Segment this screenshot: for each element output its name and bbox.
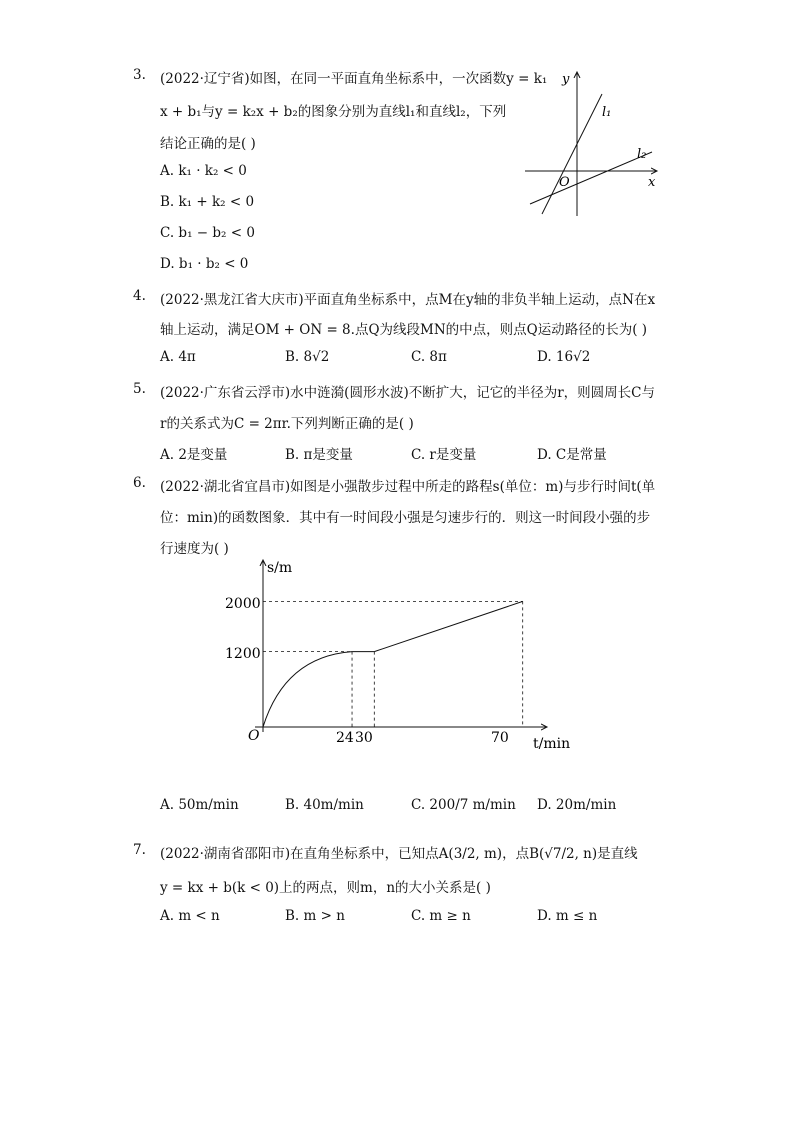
- question-text-line: y = kx + b(k < 0)上的两点，则m，n的大小关系是( ): [160, 880, 491, 896]
- y-axis-label: s/m: [267, 560, 293, 576]
- option-d: D. 20m/min: [537, 797, 617, 813]
- option-c: C. b₁ − b₂ < 0: [160, 225, 255, 241]
- question-number: 3.: [133, 67, 146, 83]
- option-c: C. m ≥ n: [411, 908, 471, 924]
- question-number: 6.: [133, 475, 146, 491]
- option-a: A. m < n: [160, 908, 220, 924]
- question-text-line: (2022·黑龙江省大庆市)平面直角坐标系中，点M在y轴的非负半轴上运动，点N在x: [160, 292, 656, 308]
- option-b: B. π是变量: [285, 447, 353, 463]
- option-a: A. 2是变量: [160, 447, 228, 463]
- question-number: 5.: [133, 381, 146, 397]
- x-tick-label: 30: [355, 730, 373, 746]
- option-a: A. 50m/min: [160, 797, 239, 813]
- question-text-line: 行速度为( ): [160, 541, 229, 557]
- y-axis-label: y: [562, 72, 570, 87]
- option-a: A. 4π: [160, 349, 196, 365]
- question-text-line: 结论正确的是( ): [160, 136, 256, 152]
- l1-label: l₁: [602, 105, 612, 120]
- distance-time-chart: [215, 552, 585, 762]
- origin-label: O: [559, 175, 570, 190]
- option-b: B. 40m/min: [285, 797, 364, 813]
- x-tick-label: 24: [336, 730, 354, 746]
- line-l2: [530, 152, 652, 204]
- option-c: C. 8π: [411, 349, 447, 365]
- option-d: D. C是常量: [537, 447, 607, 463]
- option-d: D. b₁ · b₂ < 0: [160, 256, 249, 272]
- y-tick-label: 1200: [225, 646, 261, 662]
- question-text-line: 位：min)的函数图象．其中有一时间段小强是匀速步行的．则这一时间段小强的步: [160, 510, 651, 526]
- question-text-line: (2022·湖南省邵阳市)在直角坐标系中，已知点A(3/2, m)，点B(√7/2, n)是直线: [160, 846, 638, 862]
- origin-label: O: [248, 728, 260, 744]
- x-axis-label: x: [648, 175, 656, 190]
- line-l1: [542, 94, 602, 214]
- option-d: D. m ≤ n: [537, 908, 598, 924]
- y-tick-label: 2000: [225, 596, 261, 612]
- x-axis-label: t/min: [533, 736, 571, 752]
- question-number: 4.: [133, 288, 146, 304]
- x-tick-label: 70: [491, 730, 509, 746]
- option-b: B. 8√2: [285, 349, 330, 365]
- option-c: C. r是变量: [411, 447, 477, 463]
- question-text-line: r的关系式为C = 2πr.下列判断正确的是( ): [160, 416, 414, 432]
- option-b: B. k₁ + k₂ < 0: [160, 194, 255, 210]
- question-text-line: 轴上运动，满足OM + ON = 8.点Q为线段MN的中点，则点Q运动路径的长为( ): [160, 322, 648, 338]
- option-d: D. 16√2: [537, 349, 591, 365]
- question-text-line: (2022·辽宁省)如图，在同一平面直角坐标系中，一次函数y = k₁: [160, 71, 548, 87]
- option-b: B. m > n: [285, 908, 345, 924]
- curve-segment-0-24: [263, 652, 352, 727]
- question-text-line: (2022·广东省云浮市)水中涟漪(圆形水波)不断扩大，记它的半径为r，则圆周长C与: [160, 385, 655, 401]
- option-c: C. 200/7 m/min: [411, 797, 516, 813]
- l2-label: l₂: [637, 147, 647, 162]
- question-text-line: (2022·湖北省宜昌市)如图是小强散步过程中所走的路程s(单位：m)与步行时间t(单: [160, 479, 656, 495]
- option-a: A. k₁ · k₂ < 0: [160, 163, 247, 179]
- question-text-line: x + b₁与y = k₂x + b₂的图象分别为直线l₁和直线l₂，下列: [160, 104, 507, 120]
- question-number: 7.: [133, 842, 146, 858]
- linear-segment-30-70: [374, 601, 522, 651]
- line-graph-figure: [520, 62, 665, 222]
